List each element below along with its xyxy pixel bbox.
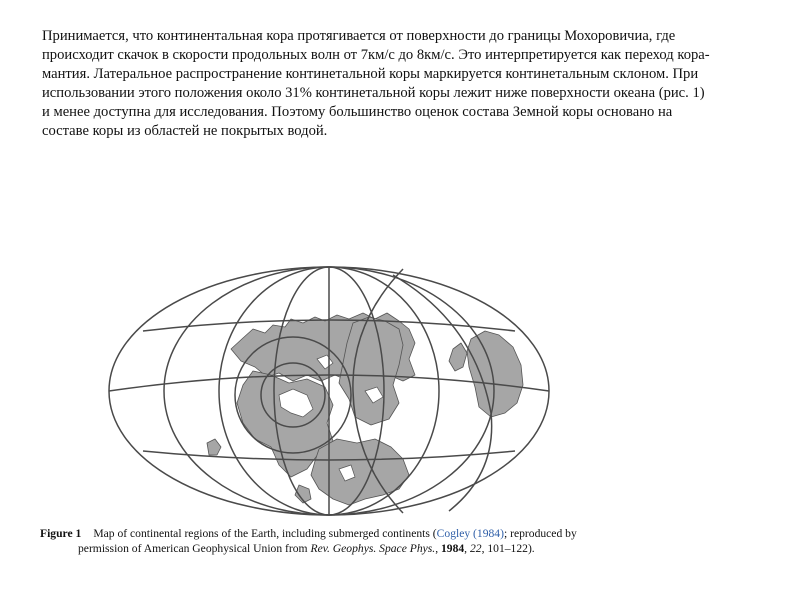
caption-line-2: permission of American Geophysical Union from Rev. Geophys. Space Phys., 1984, 22, 101–122). [78,542,535,555]
paragraph-line: мантия. Латеральное распространение континетальной коры маркируется континетальным склоном. При [42,66,699,82]
island-fragment [207,439,221,455]
body-paragraph [42,27,762,141]
continent-far-east [467,331,523,417]
continent-south [311,439,409,505]
continental-map [103,263,555,520]
caption-line-1 [40,526,640,541]
journal-name: Rev. Geophys. Space Phys. [310,542,436,555]
paragraph-line: составе коры из областей не покрытых водой. [42,123,328,139]
figure-caption [40,526,640,556]
paragraph-line: происходит скачок в скорости продольных волн от 7км/с до 8км/с. Это интерпретируется как переход кора- [42,47,710,63]
journal-year: 1984 [440,542,465,555]
citation-link[interactable]: Cogley (1984) [436,527,504,540]
paragraph-line: и менее доступна для исследования. Поэтому большинство оценок состава Земной коры основано на [42,104,673,120]
journal-pages: , 101–122). [481,542,535,555]
island-fragment [449,343,467,371]
caption-text: permission of American Geophysical Union from [78,542,311,555]
caption-text: Map of continental regions of the Earth, including submerged continents ( [93,527,437,540]
continent-shapes [207,313,523,505]
journal-volume: 22 [469,542,482,555]
figure-label: Figure 1 [40,527,82,540]
paragraph-line: Принимается, что континентальная кора протягивается от поверхности до границы Мохоровичиа, где [42,28,676,44]
paragraph-line: использовании этого положения около 31% континетальной коры лежит ниже поверхности океана (рис. 1) [42,85,705,101]
caption-text: ; reproduced by [503,527,577,540]
